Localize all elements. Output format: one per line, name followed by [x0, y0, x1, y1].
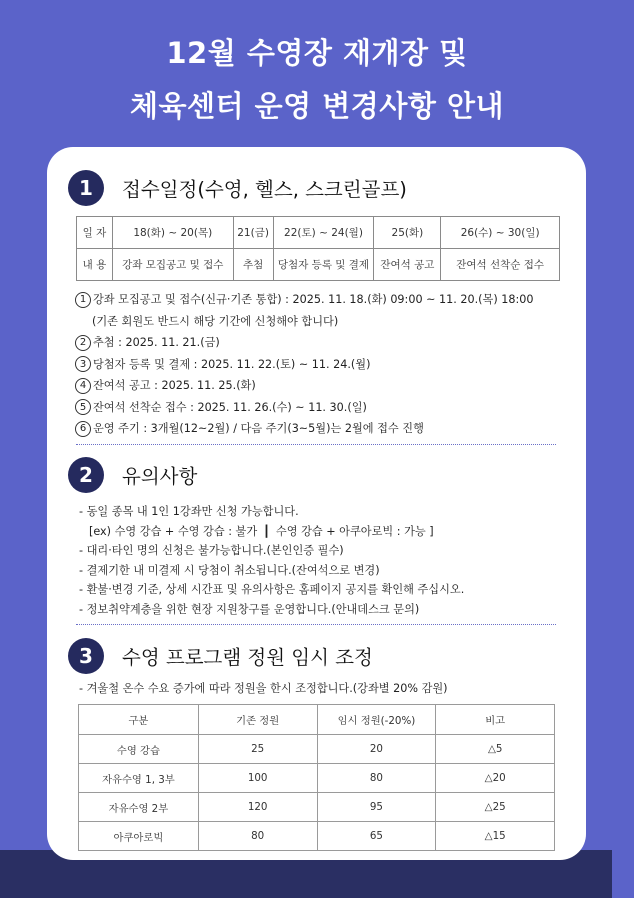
- caution-example: [79, 522, 569, 542]
- quota-cell: 120: [198, 793, 317, 822]
- schedule-dates-label: 일 자: [77, 217, 113, 249]
- note-item: [75, 289, 575, 311]
- schedule-date-cell: 21(금): [233, 217, 273, 249]
- quota-cell: △15: [436, 822, 555, 851]
- quota-cell: 자유수영 1, 3부: [79, 764, 199, 793]
- caution-item: - 환불·변경 기준, 상세 시간표 및 유의사항은 홈페이지 공지를 확인해 주십시오.: [79, 583, 465, 597]
- table-row: [79, 793, 555, 822]
- section-2-title: 유의사항: [122, 465, 198, 488]
- quota-cell: 20: [317, 735, 436, 764]
- table-row: [79, 822, 555, 851]
- schedule-date-cell: 26(수) ~ 30(일): [441, 217, 560, 249]
- quota-cell: 아쿠아로빅: [79, 822, 199, 851]
- circled-number: 1: [75, 292, 91, 308]
- quota-cell: △25: [436, 793, 555, 822]
- circled-number: 6: [75, 421, 91, 437]
- caution-item: - 동일 종목 내 1인 1강좌만 신청 가능합니다.: [79, 505, 299, 518]
- notice-card: [47, 147, 586, 860]
- quota-header-cell: 구분: [79, 705, 199, 735]
- circled-number: 2: [75, 335, 91, 351]
- table-row: [79, 764, 555, 793]
- note-text: 잔여석 선착순 접수 : 2025. 11. 26.(수) ~ 11. 30.(일): [93, 400, 367, 414]
- schedule-content-cell: 당첨자 등록 및 결제: [273, 249, 374, 281]
- schedule-content-cell: 추첨: [233, 249, 273, 281]
- schedule-date-cell: 25(화): [374, 217, 441, 249]
- section-1-header: [68, 169, 407, 207]
- section-3-header: [68, 637, 373, 675]
- quota-header-cell: 임시 정원(-20%): [317, 705, 436, 735]
- caution-item: - 대리·타인 명의 신청은 불가능합니다.(본인인증 필수): [79, 544, 344, 558]
- schedule-content-cell: 잔여석 선착순 접수: [441, 249, 560, 281]
- table-row: [79, 735, 555, 764]
- quota-header-cell: 비고: [436, 705, 555, 735]
- note-item: [75, 354, 575, 376]
- schedule-content-label: 내 용: [77, 249, 113, 281]
- note-subtext: (기존 회원도 반드시 해당 기간에 신청해야 합니다): [92, 314, 339, 328]
- schedule-content-cell: 잔여석 공고: [374, 249, 441, 281]
- example-left: [ex) 수영 강습 + 수영 강습 : 불가: [89, 524, 258, 538]
- section-divider: [76, 624, 556, 625]
- note-text: 운영 주기 : 3개월(12~2월) / 다음 주기(3~5월)는 2월에 접수 진행: [93, 422, 424, 435]
- schedule-notes: [75, 289, 575, 440]
- quota-cell: 100: [198, 764, 317, 793]
- title-line-1: 12월 수영장 재개장 및: [166, 36, 468, 70]
- note-text: 잔여석 공고 : 2025. 11. 25.(화): [93, 379, 256, 392]
- note-item: [75, 418, 575, 440]
- quota-table: [78, 704, 555, 851]
- quota-cell: 80: [198, 822, 317, 851]
- schedule-dates-row: [77, 217, 560, 249]
- quota-cell: 수영 강습: [79, 735, 199, 764]
- schedule-content-row: [77, 249, 560, 281]
- quota-cell: 25: [198, 735, 317, 764]
- schedule-date-cell: 18(화) ~ 20(목): [112, 217, 233, 249]
- schedule-table: [76, 216, 560, 281]
- section-divider: [76, 444, 556, 445]
- circled-number: 5: [75, 399, 91, 415]
- quota-header-row: [79, 705, 555, 735]
- note-item: [75, 397, 575, 419]
- quota-cell: △5: [436, 735, 555, 764]
- section-2-header: [68, 456, 197, 494]
- note-text: 강좌 모집공고 및 접수(신규·기존 통합) : 2025. 11. 18.(화) 09:00 ~ 11. 20.(목) 18:00: [93, 293, 534, 306]
- example-separator: ┃: [263, 524, 270, 538]
- quota-header-cell: 기존 정원: [198, 705, 317, 735]
- section-1-title: 접수일정(수영, 헬스, 스크린골프): [122, 178, 407, 201]
- section-1-number-badge: 1: [68, 170, 104, 206]
- quota-cell: 자유수영 2부: [79, 793, 199, 822]
- section-3-title: 수영 프로그램 정원 임시 조정: [122, 646, 373, 669]
- circled-number: 3: [75, 356, 91, 372]
- section-3-number-badge: 3: [68, 638, 104, 674]
- quota-cell: △20: [436, 764, 555, 793]
- circled-number: 4: [75, 378, 91, 394]
- caution-item: - 결제기한 내 미결제 시 당첨이 취소됩니다.(잔여석으로 변경): [79, 563, 380, 577]
- quota-intro: - 겨울철 온수 수요 증가에 따라 정원을 한시 조정합니다.(강좌별 20% 감원): [79, 682, 448, 695]
- note-text: 추첨 : 2025. 11. 21.(금): [93, 336, 220, 349]
- example-right: 수영 강습 + 아쿠아로빅 : 가능 ]: [275, 524, 434, 538]
- title-line-2: 체육센터 운영 변경사항 안내: [130, 89, 504, 123]
- note-text: 당첨자 등록 및 결제 : 2025. 11. 22.(토) ~ 11. 24.(월): [93, 357, 371, 371]
- schedule-date-cell: 22(토) ~ 24(월): [273, 217, 374, 249]
- note-item: [75, 332, 575, 354]
- schedule-content-cell: 강좌 모집공고 및 접수: [112, 249, 233, 281]
- quota-cell: 65: [317, 822, 436, 851]
- quota-cell: 80: [317, 764, 436, 793]
- caution-item: - 정보취약계층을 위한 현장 지원창구를 운영합니다.(안내데스크 문의): [79, 602, 420, 616]
- section-2-number-badge: 2: [68, 457, 104, 493]
- note-item: [75, 375, 575, 397]
- quota-cell: 95: [317, 793, 436, 822]
- cautions-list: [79, 502, 569, 620]
